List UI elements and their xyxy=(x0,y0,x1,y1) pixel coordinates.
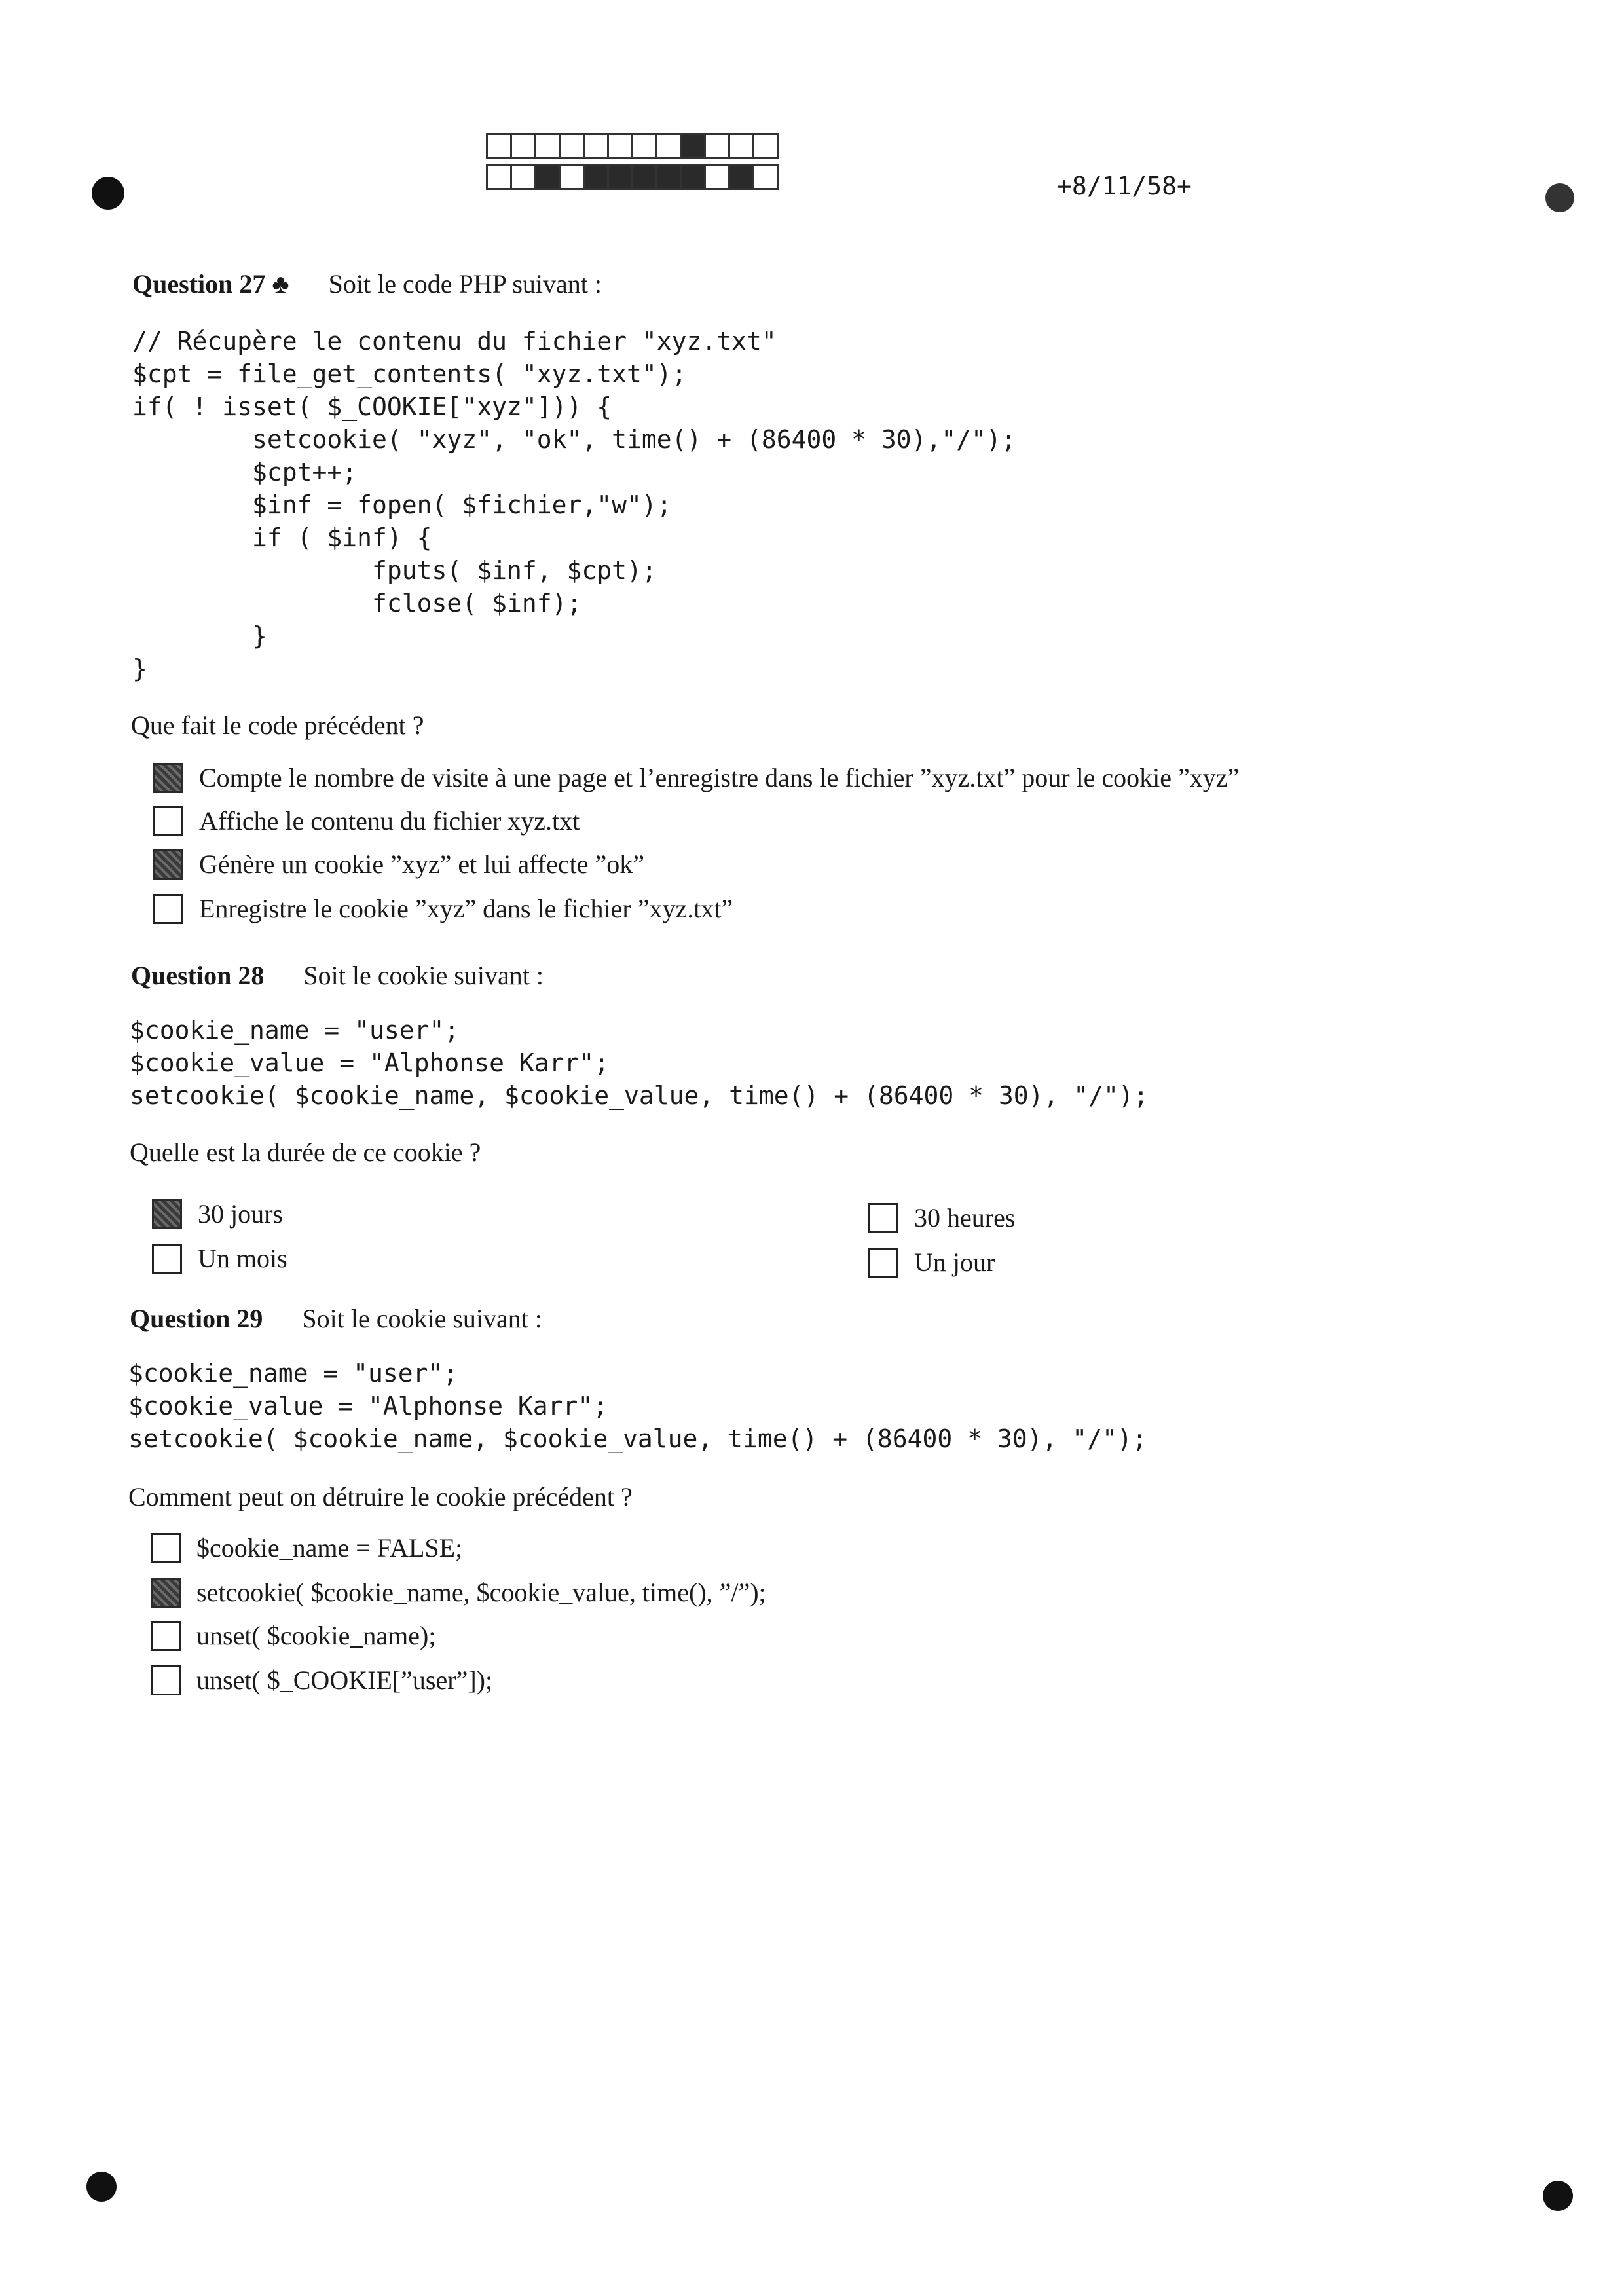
answer-option[interactable] xyxy=(868,1247,995,1278)
page-number: +8/11/58+ xyxy=(1057,172,1192,200)
answer-option[interactable] xyxy=(151,1665,492,1695)
question-prompt: Que fait le code précédent ? xyxy=(131,711,424,740)
club-icon: ♣ xyxy=(272,269,289,299)
answer-option[interactable] xyxy=(151,1620,435,1651)
answer-text: unset( $cookie_name); xyxy=(196,1621,436,1650)
question-29-heading xyxy=(130,1303,542,1334)
checkbox[interactable] xyxy=(151,1533,181,1563)
answer-option[interactable] xyxy=(868,1202,1015,1233)
answer-text: 30 heures xyxy=(914,1203,1016,1232)
registration-mark-bottom-right xyxy=(1543,2181,1573,2211)
answer-text: Affiche le contenu du fichier xyz.txt xyxy=(199,806,580,836)
answer-option[interactable] xyxy=(153,762,1239,793)
question-title: Soit le code PHP suivant : xyxy=(328,269,602,299)
answer-option[interactable] xyxy=(151,1532,462,1563)
answer-text: Enregistre le cookie ”xyz” dans le fichier ”xyz.txt” xyxy=(199,894,733,923)
question-label: Question 29 xyxy=(130,1304,263,1333)
answer-option[interactable] xyxy=(153,849,644,880)
answer-text: setcookie( $cookie_name, $cookie_value, time(), ”/”); xyxy=(196,1578,766,1607)
registration-mark-bottom-left xyxy=(86,2172,117,2202)
answer-option[interactable] xyxy=(152,1198,283,1229)
checkbox-checked[interactable] xyxy=(151,1578,181,1608)
answer-option[interactable] xyxy=(153,805,580,836)
question-prompt: Comment peut on détruire le cookie précédent ? xyxy=(128,1482,633,1511)
checkbox-checked[interactable] xyxy=(153,849,183,880)
answer-text: 30 jours xyxy=(198,1199,283,1229)
question-27-heading xyxy=(132,268,602,299)
question-label: Question 28 xyxy=(131,961,265,990)
checkbox[interactable] xyxy=(153,806,183,836)
code-block: $cookie_name = "user"; $cookie_value = "Alphonse Karr"; setcookie( $cookie_name, $cookie_value, time() + (86400 * 30), "/"); xyxy=(130,1016,1149,1110)
answer-option[interactable] xyxy=(151,1577,766,1608)
code-block: $cookie_name = "user"; $cookie_value = "Alphonse Karr"; setcookie( $cookie_name, $cookie_value, time() + (86400 * 30), "/"); xyxy=(128,1359,1147,1453)
answer-option[interactable] xyxy=(152,1243,287,1274)
question-28-heading xyxy=(131,960,544,991)
question-title: Soit le cookie suivant : xyxy=(302,1304,542,1333)
question-prompt: Quelle est la durée de ce cookie ? xyxy=(130,1138,481,1167)
checkbox[interactable] xyxy=(152,1244,182,1274)
answer-text: Génère un cookie ”xyz” et lui affecte ”ok” xyxy=(199,849,644,879)
id-code-grid-row-2 xyxy=(486,164,777,190)
checkbox[interactable] xyxy=(868,1248,898,1278)
question-label: Question 27 xyxy=(132,269,266,299)
code-block: // Récupère le contenu du fichier "xyz.txt" $cpt = file_get_contents( "xyz.txt"); if( ! isset( $_COOKIE["xyz"])) { setcookie( "xyz", "ok", time() + (86400 * 30),"/"); $cpt++; $inf = fopen( $fichier,"w"); if ( $inf) { fputs( $inf, $cpt); fclose( $inf); } } xyxy=(132,327,1016,683)
checkbox-checked[interactable] xyxy=(153,763,183,793)
registration-mark-top-right xyxy=(1545,183,1574,212)
answer-text: unset( $_COOKIE[”user”]); xyxy=(196,1665,493,1695)
answer-text: $cookie_name = FALSE; xyxy=(196,1533,463,1563)
checkbox[interactable] xyxy=(151,1665,181,1695)
checkbox-checked[interactable] xyxy=(152,1199,182,1229)
answer-option[interactable] xyxy=(153,893,733,924)
registration-mark-top-left xyxy=(92,177,124,210)
answer-text: Un mois xyxy=(198,1244,287,1273)
checkbox[interactable] xyxy=(868,1203,898,1233)
checkbox[interactable] xyxy=(151,1621,181,1651)
answer-text: Un jour xyxy=(914,1248,995,1277)
checkbox[interactable] xyxy=(153,894,183,924)
question-title: Soit le cookie suivant : xyxy=(303,961,544,990)
id-code-grid-row-1 xyxy=(486,133,777,159)
answer-text: Compte le nombre de visite à une page et l’enregistre dans le fichier ”xyz.txt” pour le cookie ”xyz” xyxy=(199,763,1240,792)
